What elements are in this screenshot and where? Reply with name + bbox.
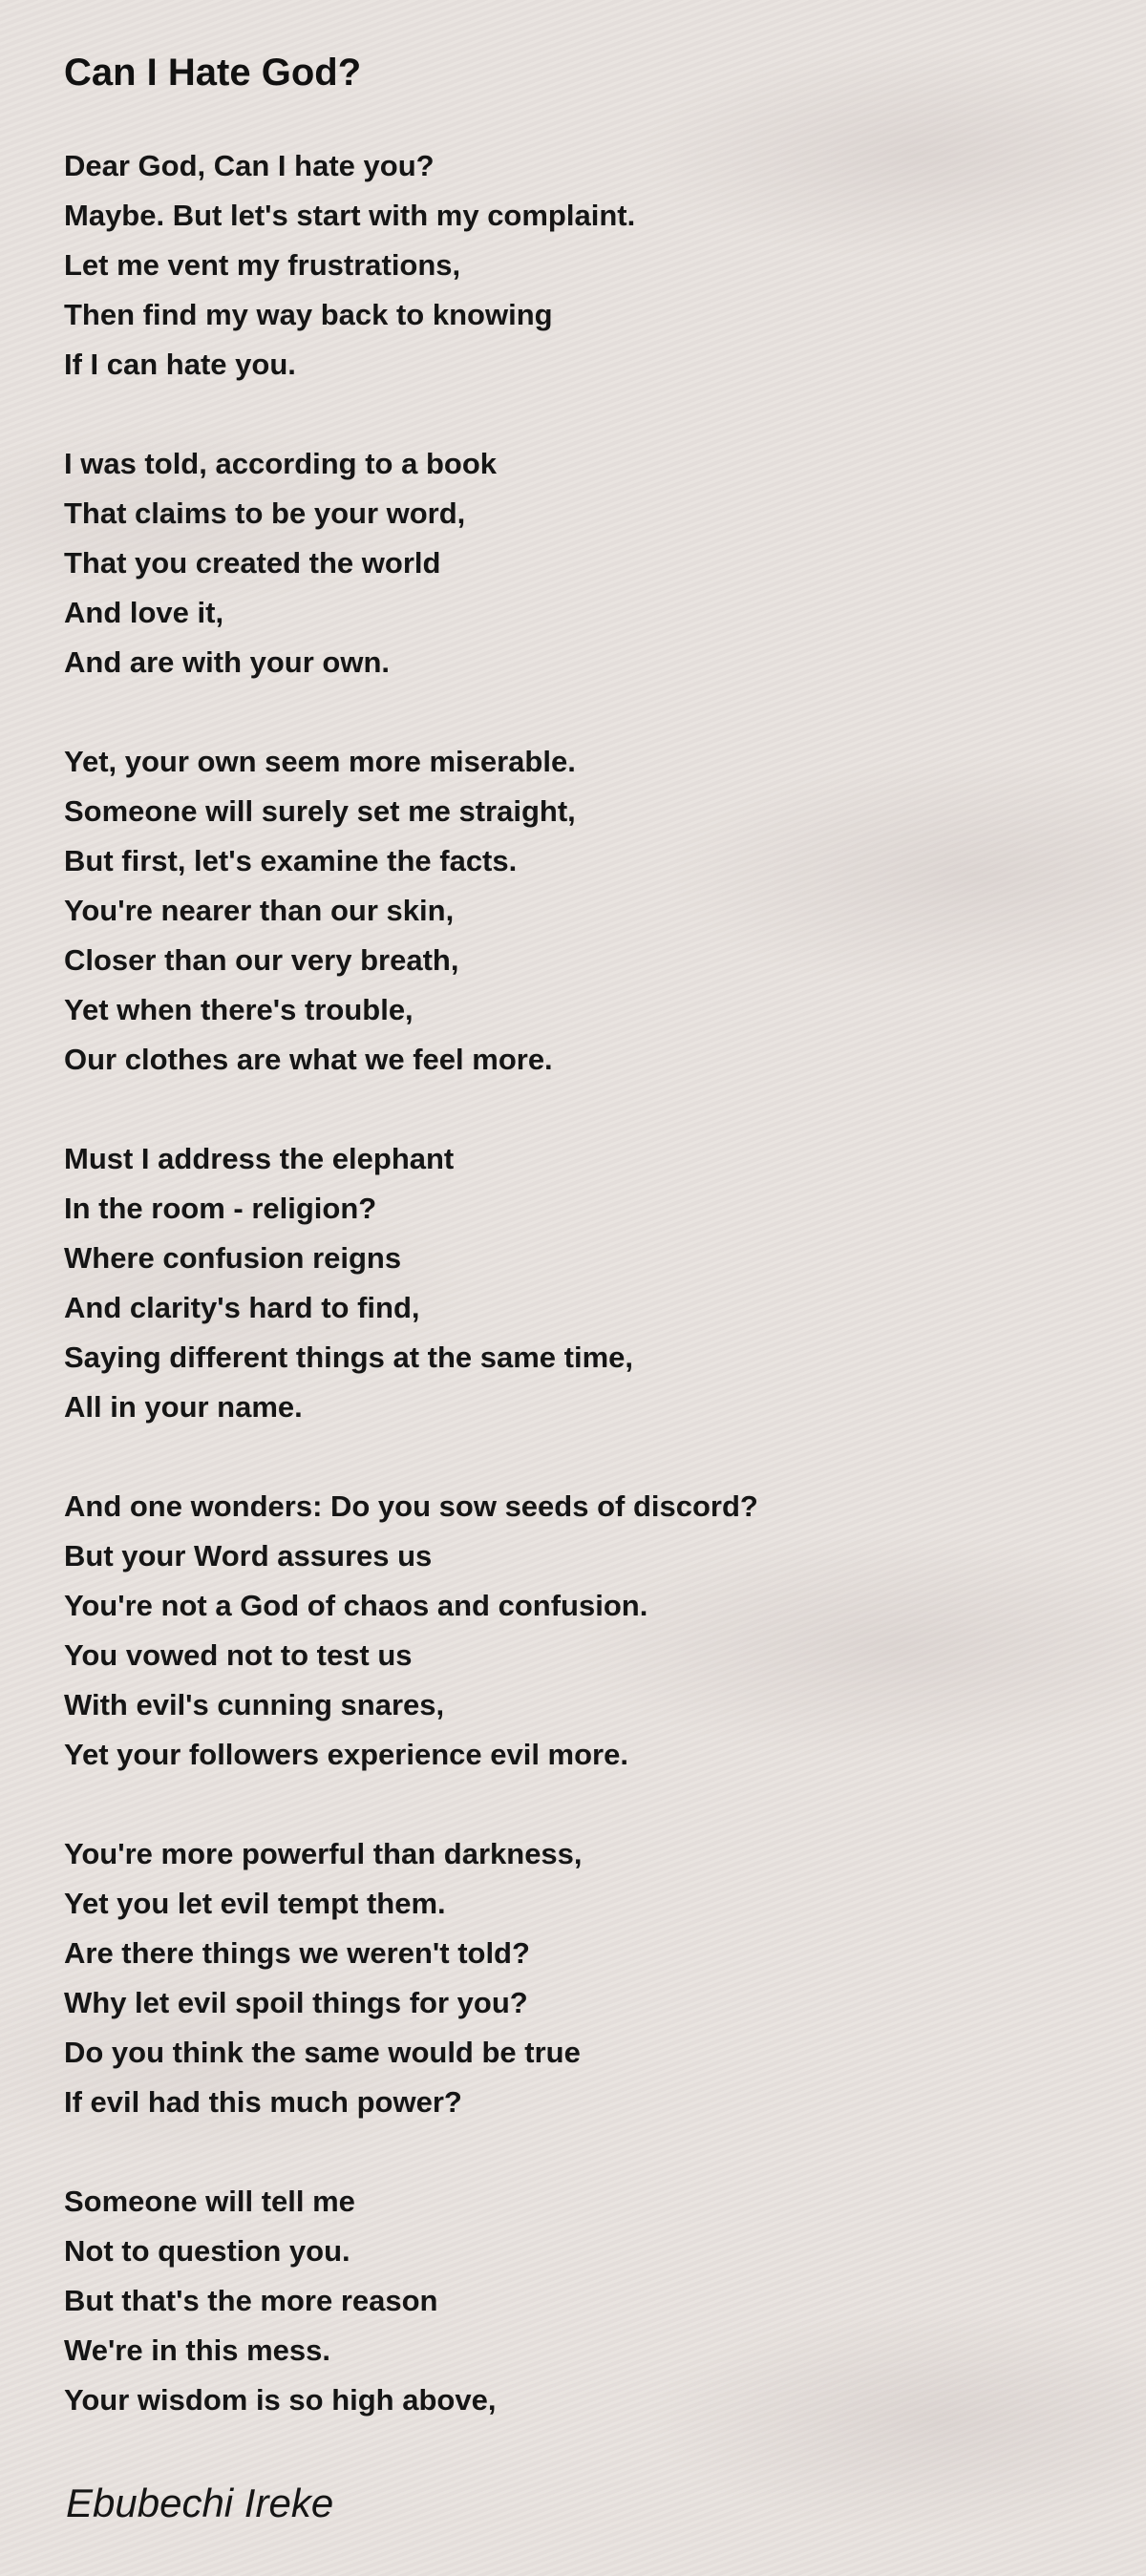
poem-line: I was told, according to a book (64, 447, 497, 480)
poem-line: We're in this mess. (64, 2333, 331, 2367)
poem-line: All in your name. (64, 1390, 303, 1424)
stanza-4 (64, 1134, 1095, 1432)
poem-line: With evil's cunning snares, (64, 1688, 445, 1721)
poem-title: Can I Hate God? (64, 52, 362, 94)
poem-line: And love it, (64, 596, 224, 629)
poem-line: Someone will surely set me straight, (64, 794, 576, 828)
poem-line: Saying different things at the same time, (64, 1341, 634, 1374)
poem-line: If I can hate you. (64, 348, 296, 381)
stanza-1 (64, 141, 1095, 390)
poem-line: In the room - religion? (64, 1192, 377, 1225)
poem-line: Yet, your own seem more miserable. (64, 745, 576, 778)
poem-line: Someone will tell me (64, 2185, 355, 2218)
poem-line: And clarity's hard to find, (64, 1291, 420, 1324)
poem-line: Your wisdom is so high above, (64, 2383, 497, 2417)
stanza-5 (64, 1482, 1095, 1780)
poem-line: That you created the world (64, 546, 441, 580)
poem-line: Yet your followers experience evil more. (64, 1738, 628, 1771)
poem-line: If evil had this much power? (64, 2085, 462, 2119)
poem-line: Are there things we weren't told? (64, 1936, 530, 1970)
poem-line: Our clothes are what we feel more. (64, 1043, 553, 1076)
poem-line: Must I address the elephant (64, 1142, 455, 1175)
stanza-7 (64, 2177, 1095, 2425)
poem-line: You're not a God of chaos and confusion. (64, 1589, 648, 1622)
poem-line: But first, let's examine the facts. (64, 844, 518, 877)
poem-line: Yet you let evil tempt them. (64, 1887, 446, 1920)
stanza-2 (64, 439, 1095, 687)
poem-line: That claims to be your word, (64, 496, 466, 530)
poem-line: Do you think the same would be true (64, 2036, 581, 2069)
poem-line: But that's the more reason (64, 2284, 438, 2317)
poem-line: Why let evil spoil things for you? (64, 1986, 528, 2019)
poem-line: You vowed not to test us (64, 1638, 413, 1672)
poem-line: Where confusion reigns (64, 1241, 402, 1275)
poem-line: And one wonders: Do you sow seeds of discord? (64, 1489, 758, 1523)
poem-line: You're more powerful than darkness, (64, 1837, 583, 1870)
poem-line: Then find my way back to knowing (64, 298, 553, 331)
poem-line: Let me vent my frustrations, (64, 248, 461, 282)
poem-line: But your Word assures us (64, 1539, 433, 1573)
poem-line: And are with your own. (64, 645, 391, 679)
author-name: Ebubechi Ireke (66, 2481, 334, 2525)
poem-line: Maybe. But let's start with my complaint. (64, 199, 636, 232)
poem-line: You're nearer than our skin, (64, 894, 455, 927)
poem-body (64, 141, 1095, 2475)
stanza-3 (64, 737, 1095, 1085)
poem-line: Dear God, Can I hate you? (64, 149, 435, 182)
poem-line: Closer than our very breath, (64, 943, 459, 977)
poem-line: Not to question you. (64, 2234, 350, 2268)
stanza-6 (64, 1829, 1095, 2127)
poem-line: Yet when there's trouble, (64, 993, 414, 1026)
